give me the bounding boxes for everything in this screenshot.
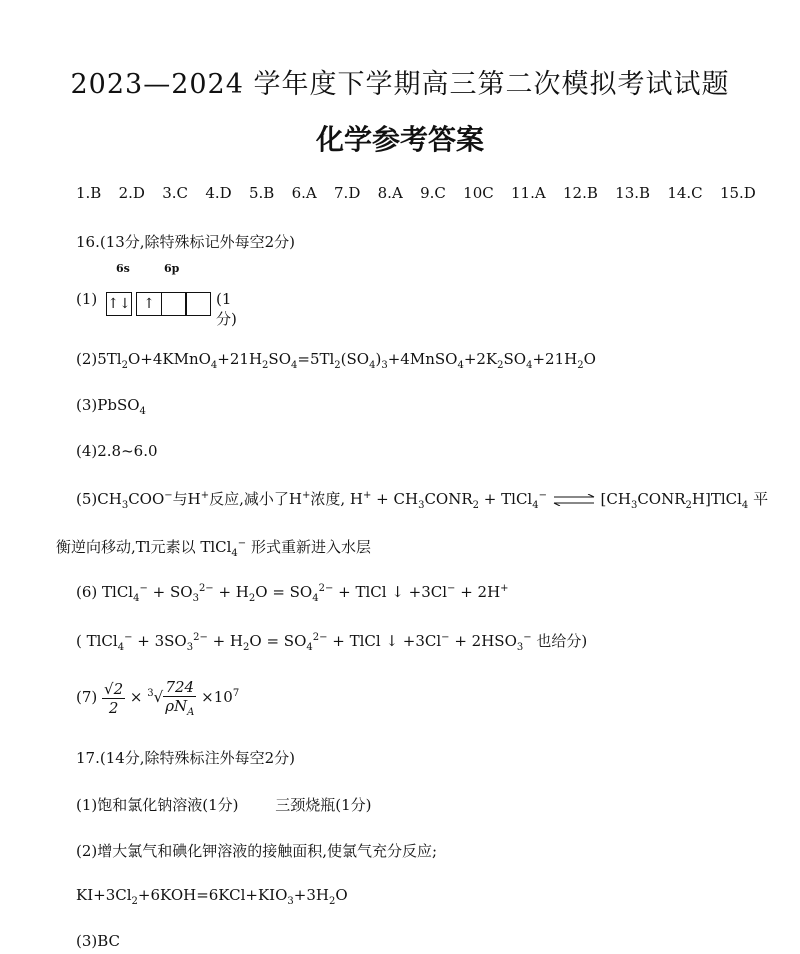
choice-answer: 14.C — [667, 184, 703, 202]
q17-header: 17.(14分,除特殊标注外每空2分) — [76, 749, 295, 767]
q16-p6-label: (6) — [76, 583, 98, 601]
orbital-box-6p-1: ↑ — [136, 292, 162, 316]
q16-p1-score: (1分) — [216, 290, 237, 328]
exam-title: 2023—2024 学年度下学期高三第二次模拟考试试题 — [70, 69, 730, 100]
q16-part4: (4)2.8~6.0 — [76, 442, 158, 460]
q16-part6: (6) TlCl$_4$− + $SO_3^{2-} + H_2O = SO_4^{2-}$ + TlCl ↓ +3Cl− + 2H+ — [76, 583, 509, 604]
answer-key-title: 化学参考答案 — [315, 123, 484, 156]
orbital-label-6s: 6s — [116, 262, 130, 275]
choice-answer: 4.D — [205, 184, 232, 202]
choice-answer: 1.B — [76, 184, 102, 202]
choice-answer: 10C — [463, 184, 494, 202]
choice-answer: 7.D — [334, 184, 361, 202]
choice-answer: 15.D — [719, 184, 756, 202]
choice-answer: 13.B — [615, 184, 651, 202]
choice-answer: 6.A — [291, 184, 317, 202]
q16-header: 16.(13分,除特殊标记外每空2分) — [76, 233, 295, 251]
choice-answer: 2.D — [118, 184, 145, 202]
q16-part7: (7) $\frac{√2}{2}$ × $^3$√ $\frac{724}{\rho N_A}$ $\times 10^7$ — [76, 678, 240, 718]
orbital-box-6p-2 — [161, 292, 187, 316]
q17-part2: (2)增大氯气和碘化钾溶液的接触面积,使氯气充分反应; — [76, 842, 438, 860]
q16-part3: (3)PbSO$_4$ — [76, 396, 146, 417]
q16-p1-label: (1) — [76, 290, 98, 308]
q16-part5: $(5)CH_3COO^-$与H+反应,减小了H+浓度, $H^+ + CH_3CONR_2$ + TlCl$_4$− $[CH_3CONR_2H]TlCl_4$ 平 — [76, 490, 769, 511]
orbital-box-6p-3 — [185, 292, 211, 316]
q16-p3-label: (3) — [76, 396, 98, 414]
choice-answer: 5.B — [248, 184, 275, 202]
q16-p2-label: (2) — [76, 350, 98, 368]
q17-part1: (1)饱和氯化钠溶液(1分) 三颈烧瓶(1分) — [76, 796, 372, 814]
q16-part2: $(2)5Tl_2O+4KMnO_4+21H_2SO_4=5Tl_2(SO_4)_3+4MnSO_4+2K_2SO_4+21H_2O$ — [76, 350, 596, 371]
orbital-label-6p: 6p — [164, 262, 180, 275]
choice-answer: 8.A — [377, 184, 403, 202]
choice-answer: 12.B — [562, 184, 598, 202]
q16-part5-cont: 衡逆向移动,Tl元素以 TlCl$_4$− 形式重新进入水层 — [56, 538, 371, 559]
fraction-sqrt2-over-2: $\frac{√2}{2}$ — [104, 679, 124, 717]
choice-answers-row — [76, 184, 756, 202]
choice-answer: 3.C — [162, 184, 189, 202]
choice-answer: 11.A — [511, 184, 546, 202]
orbital-box-6s: ↑↓ — [106, 292, 132, 316]
fraction-724-over-rho-na: $\frac{724}{\rho N_A}$ — [165, 678, 195, 718]
q16-p7-label: (7) — [76, 688, 98, 706]
q17-part2-equation: $KI+3Cl_2+6KOH=6KCl+KIO_3+3H_2O$ — [76, 886, 348, 907]
q16-p5-label: (5) — [76, 490, 98, 508]
choice-answer: 9.C — [420, 184, 446, 202]
q16-part6-alt: ( TlCl$_4$− + $3SO_3^{2-} + H_2O = SO_4^{2-}$ + TlCl ↓ $+3Cl^- + 2HSO_3^-$ 也给分) — [76, 632, 588, 653]
q17-part3: (3)BC — [76, 932, 121, 950]
equilibrium-arrow-icon — [552, 494, 596, 506]
